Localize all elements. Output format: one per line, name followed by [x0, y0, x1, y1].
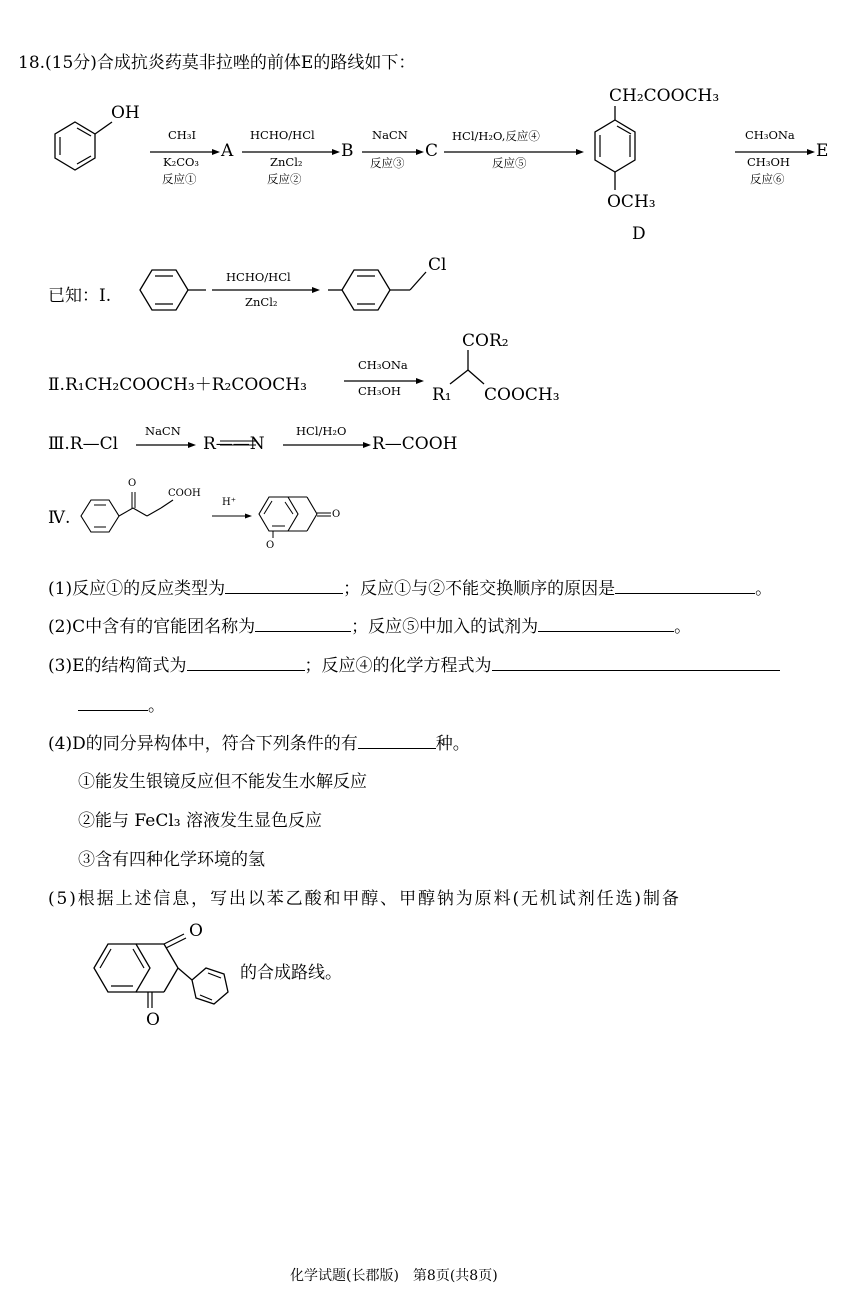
part4-line: (4)D的同分异构体中，符合下列条件的有 种。 [48, 734, 470, 754]
target-molecule-structure [88, 928, 248, 1028]
step6-label: 反应⑥ [750, 172, 785, 186]
known3-start: Ⅲ.R—Cl [48, 434, 119, 454]
step1-label: 反应① [162, 172, 197, 186]
step2-label: 反应② [267, 172, 302, 186]
part5-tail: 的合成路线。 [240, 963, 342, 983]
step4-reagent: HCl/H₂O,反应④ [452, 129, 540, 143]
answer-blank[interactable] [225, 579, 343, 594]
step3-label: 反应③ [370, 156, 405, 170]
d-substituent-top: CH₂COOCH₃ [609, 86, 720, 106]
answer-blank[interactable] [492, 656, 780, 671]
known2-r1: R₁ [432, 385, 452, 405]
benzyl-chloride-structure [328, 262, 438, 317]
answer-blank[interactable] [78, 696, 148, 711]
step1-reagent: CH₃I [168, 128, 196, 142]
known-label: 已知：Ⅰ. [48, 286, 112, 306]
question-title: 18.(15分)合成抗炎药莫非拉唑的前体E的路线如下： [18, 53, 416, 73]
known3-acid: R—COOH [372, 434, 458, 454]
known4-acid: H⁺ [222, 497, 236, 508]
answer-blank[interactable] [187, 656, 305, 671]
part5-line: (5)根据上述信息，写出以苯乙酸和甲醇、甲醇钠为原料(无机试剂任选)制备 [48, 889, 681, 909]
compound-a: A [221, 141, 234, 161]
answer-blank[interactable] [358, 734, 436, 749]
step2-reagent: HCHO/HCl [250, 128, 315, 142]
page-footer: 化学试题(长郡版) 第8页(共8页) [290, 1268, 498, 1284]
target-oxygen-2: O [146, 1010, 160, 1030]
oh-label: OH [111, 103, 140, 123]
known2-solvent: CH₃OH [358, 384, 401, 398]
part2-line: (2)C中含有的官能团名称为 ；反应⑤中加入的试剂为 。 [48, 617, 692, 637]
step5-label: 反应⑤ [492, 156, 527, 170]
known4-product-o2: O [266, 540, 275, 551]
step2-catalyst: ZnCl₂ [270, 155, 303, 169]
known2-cooch3: COOCH₃ [484, 385, 560, 405]
step1-catalyst: K₂CO₃ [163, 155, 200, 169]
known1-cl: Cl [428, 255, 447, 275]
condition-1: ①能发生银镜反应但不能发生水解反应 [78, 772, 367, 792]
known1-reagent: HCHO/HCl [226, 270, 291, 284]
known3-reagent: NaCN [145, 424, 181, 438]
known4-cooh: COOH [168, 488, 201, 499]
part3-line: (3)E的结构简式为 ；反应④的化学方程式为 [48, 651, 780, 676]
answer-blank[interactable] [255, 617, 351, 632]
known3-nitrile: R——N [203, 434, 265, 454]
part3-line2: 。 [78, 691, 165, 716]
benzene-structure [130, 262, 210, 317]
compound-e: E [816, 141, 829, 161]
part1-line: (1)反应①的反应类型为 ；反应①与②不能交换顺序的原因是 。 [48, 579, 773, 599]
known2-reagent: CH₃ONa [358, 358, 408, 372]
known2-equation: Ⅱ.R₁CH₂COOCH₃＋R₂COOCH₃ [48, 375, 307, 395]
known4-product-o1: O [332, 509, 341, 520]
answer-blank[interactable] [538, 617, 674, 632]
known1-catalyst: ZnCl₂ [245, 295, 278, 309]
known2-cor2: COR₂ [462, 331, 509, 351]
d-substituent-bottom: OCH₃ [607, 192, 656, 212]
known4-label: Ⅳ. [48, 508, 71, 528]
target-oxygen-1: O [189, 921, 203, 941]
known3-reagent2: HCl/H₂O [296, 424, 347, 438]
arrow-icon [283, 441, 371, 449]
triple-bond-icon [220, 439, 256, 449]
condition-2: ②能与 FeCl₃ 溶液发生显色反应 [78, 811, 322, 831]
compound-b: B [341, 141, 354, 161]
arrow-icon [212, 512, 252, 520]
answer-blank[interactable] [615, 579, 755, 594]
arrow-icon [136, 441, 196, 449]
step3-reagent: NaCN [372, 128, 408, 142]
step6-reagent: CH₃ONa [745, 128, 795, 142]
step6-solvent: CH₃OH [747, 155, 790, 169]
phenol-structure [50, 110, 120, 180]
compound-d-structure [588, 106, 658, 206]
compound-d-label: D [632, 224, 646, 244]
compound-c: C [425, 141, 439, 161]
condition-3: ③含有四种化学环境的氢 [78, 850, 265, 870]
known4-oxygen: O [128, 478, 137, 489]
arrow-icon [212, 286, 320, 294]
